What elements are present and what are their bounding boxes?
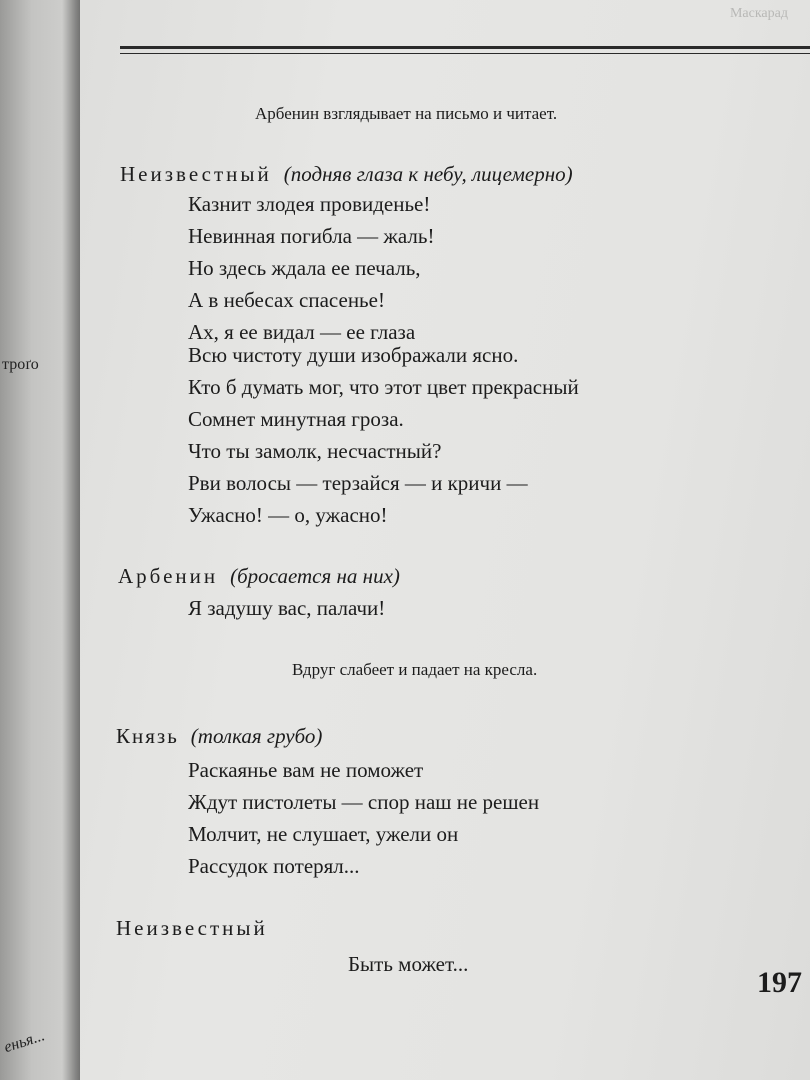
verse-line: Сомнет минутная гроза. [188, 407, 404, 431]
verse-line: Что ты замолк, несчастный? [188, 439, 442, 463]
verse-line: Казнит злодея провиденье! [188, 192, 431, 216]
speaker-line [116, 916, 268, 941]
speaker-name: Князь [116, 724, 179, 748]
speaker-name: Неизвестный [120, 162, 272, 186]
speaker-direction: (толкая грубо) [190, 724, 323, 748]
speaker-direction: (подняв глаза к небу, лицемерно) [283, 162, 573, 186]
speaker-line [116, 724, 322, 749]
verse-line: А в небесах спасенье! [188, 288, 385, 312]
verse-line: Невинная погибла — жаль! [188, 224, 435, 248]
verse-line: Рви волосы — терзайся — и кричи — [188, 471, 528, 495]
speaker-direction: (бросается на них) [230, 564, 400, 588]
speaker-name: Неизвестный [116, 916, 268, 940]
left-page-fragment: енья... [2, 1027, 47, 1057]
header-rule-thin [120, 53, 810, 54]
verse-line: Я задушу вас, палачи! [188, 596, 386, 620]
speaker-line [118, 564, 400, 589]
verse-line: Быть может... [348, 952, 469, 976]
verse-line: Раскаянье вам не поможет [188, 758, 424, 782]
verse-line: Но здесь ждала ее печаль, [188, 256, 421, 280]
stage-direction: Арбенин взглядывает на письмо и читает. [255, 104, 558, 123]
verse-line: Всю чистоту души изображали ясно. [188, 343, 519, 367]
speaker-name: Арбенин [118, 564, 219, 588]
right-page [80, 0, 810, 1080]
page-number: 197 [757, 966, 802, 999]
verse-line: Ужасно! — о, ужасно! [188, 503, 388, 527]
verse-line: Молчит, не слушает, ужели он [188, 822, 459, 846]
verse-line: Ах, я ее видал — ее глаза [188, 320, 416, 344]
verse-line: Ждут пистолеты — спор наш не решен [188, 790, 540, 814]
header-rule [120, 46, 810, 49]
left-page [0, 0, 80, 1080]
stage-direction: Вдруг слабеет и падает на кресла. [292, 660, 538, 679]
speaker-line [120, 162, 573, 187]
running-head: Маскарад [729, 6, 788, 21]
verse-line: Рассудок потерял... [188, 854, 360, 878]
left-page-fragment: троґо [2, 356, 39, 373]
verse-line: Кто б думать мог, что этот цвет прекрасный [188, 375, 579, 399]
